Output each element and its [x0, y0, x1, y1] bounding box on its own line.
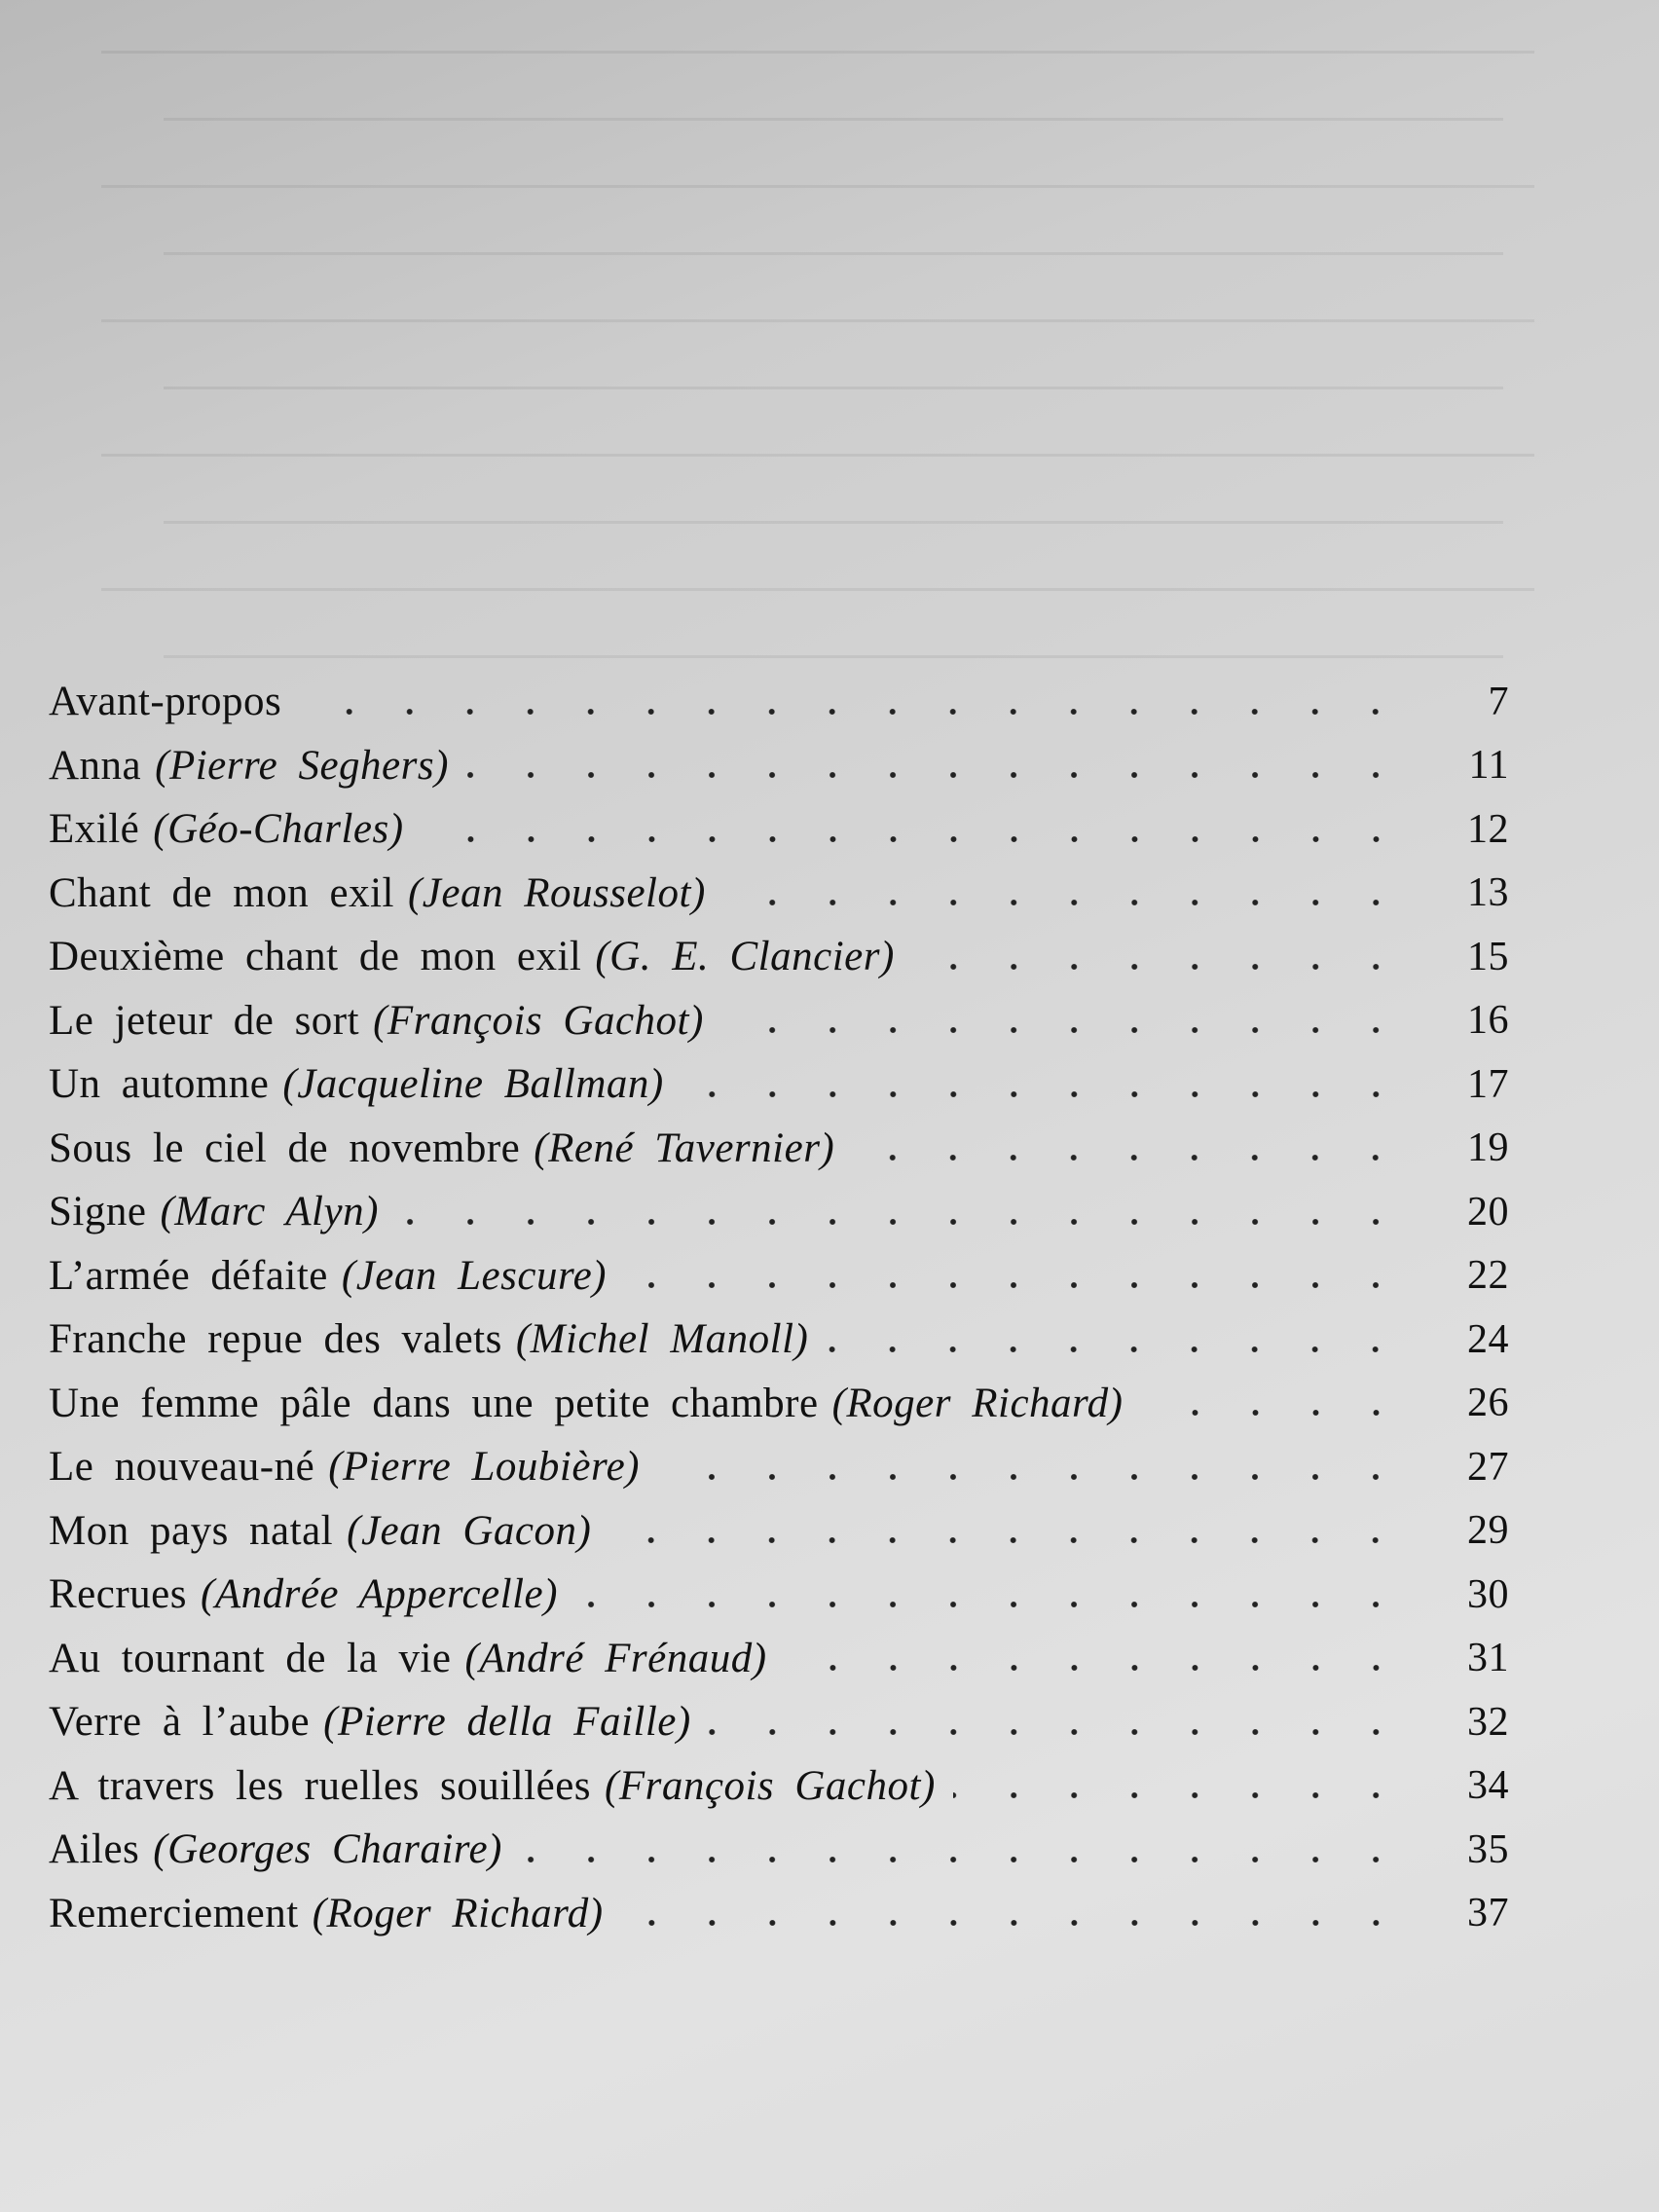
toc-entry-title: Au tournant de la vie: [49, 1635, 452, 1681]
dot-leader: [575, 1600, 1406, 1609]
toc-entry-author: (Géo-Charles): [153, 806, 404, 853]
toc-entry-title: Ailes: [49, 1826, 140, 1873]
toc-entry-title: Une femme pâle dans une petite chambre: [49, 1380, 819, 1426]
dot-leader: [621, 1918, 1406, 1928]
toc-entry-title: Sous le ciel de novembre: [49, 1124, 521, 1171]
toc-entry-text: [49, 1382, 1124, 1424]
toc-entry-author: (André Frénaud): [464, 1635, 767, 1681]
toc-entry[interactable]: [49, 1435, 1509, 1499]
toc-entry-title: L’armée défaite: [49, 1252, 328, 1299]
toc-entry-title: Exilé: [49, 806, 140, 853]
dot-leader: [466, 770, 1406, 780]
toc-entry-title: Verre à l’aube: [49, 1699, 311, 1746]
toc-entry-text: [49, 1252, 607, 1299]
toc-entry-page: 31: [1467, 1636, 1509, 1681]
toc-entry-page: 34: [1467, 1763, 1509, 1809]
toc-entry-author: (Georges Charaire): [153, 1826, 502, 1873]
toc-entry-text: [49, 679, 282, 725]
dot-leader: [785, 1663, 1406, 1673]
toc-entry-author: (Pierre Seghers): [155, 742, 449, 789]
toc-entry-text: [49, 742, 449, 789]
toc-entry-author: (Roger Richard): [831, 1380, 1124, 1426]
toc-entry-text: [49, 1571, 558, 1618]
toc-entry[interactable]: [49, 1308, 1509, 1372]
toc-entry-page: 15: [1467, 934, 1509, 979]
toc-entry[interactable]: [49, 797, 1509, 862]
toc-entry[interactable]: [49, 1754, 1509, 1819]
toc-entry-author: (G. E. Clancier): [595, 934, 895, 980]
toc-entry-page: 22: [1467, 1253, 1509, 1299]
toc-entry-page: 32: [1467, 1699, 1509, 1745]
toc-entry-title: Le nouveau-né: [49, 1444, 315, 1491]
toc-entry-page: 26: [1467, 1381, 1509, 1426]
toc-entry-title: Franche repue des valets: [49, 1316, 502, 1363]
dot-leader: [826, 1345, 1406, 1354]
toc-entry-title: Remerciement: [49, 1890, 299, 1936]
dot-leader: [721, 1025, 1406, 1035]
toc-entry[interactable]: [49, 670, 1509, 734]
toc-entry-text: [49, 1635, 767, 1681]
toc-entry-title: Chant de mon exil: [49, 869, 394, 916]
toc-entry-text: [49, 806, 404, 853]
toc-entry-page: 37: [1467, 1891, 1509, 1936]
dot-leader: [657, 1472, 1406, 1482]
toc-entry[interactable]: [49, 1372, 1509, 1436]
dot-leader: [953, 1790, 1406, 1800]
toc-entry-author: (François Gachot): [605, 1762, 936, 1809]
dot-leader: [608, 1535, 1406, 1545]
toc-entry[interactable]: [49, 734, 1509, 798]
toc-entry-text: [49, 1699, 691, 1746]
show-through-texture: [39, 0, 1597, 682]
toc-entry[interactable]: [49, 1244, 1509, 1309]
toc-entry[interactable]: [49, 1818, 1509, 1882]
toc-entry[interactable]: [49, 1180, 1509, 1244]
dot-leader: [396, 1217, 1406, 1227]
toc-entry-author: (René Tavernier): [534, 1124, 835, 1171]
toc-entry-page: 29: [1467, 1508, 1509, 1554]
toc-entry[interactable]: [49, 1052, 1509, 1117]
toc-entry-title: Mon pays natal: [49, 1507, 334, 1554]
toc-entry-page: 17: [1467, 1061, 1509, 1107]
toc-entry-text: [49, 1061, 664, 1108]
toc-entry[interactable]: [49, 1117, 1509, 1181]
toc-entry-author: (Jean Gacon): [347, 1507, 592, 1554]
toc-entry-text: [49, 869, 706, 916]
toc-entry-text: [49, 997, 704, 1044]
toc-entry-page: 27: [1467, 1444, 1509, 1490]
toc-entry-author: (Michel Manoll): [515, 1316, 809, 1363]
toc-entry-page: 19: [1467, 1125, 1509, 1171]
toc-entry-title: Recrues: [49, 1571, 187, 1618]
toc-entry[interactable]: [49, 862, 1509, 926]
toc-entry-page: 13: [1467, 870, 1509, 916]
toc-entry-text: [49, 1444, 641, 1491]
toc-entry[interactable]: [49, 1882, 1509, 1946]
dot-leader: [682, 1089, 1406, 1099]
dot-leader: [520, 1855, 1406, 1864]
toc-entry[interactable]: [49, 1563, 1509, 1627]
toc-entry-author: (Jacqueline Ballman): [282, 1061, 664, 1108]
toc-entry-author: (Andrée Appercelle): [201, 1571, 558, 1618]
toc-entry-text: [49, 1316, 809, 1363]
toc-entry-page: 16: [1467, 998, 1509, 1044]
toc-entry-author: (Jean Lescure): [341, 1252, 607, 1299]
toc-entry-title: Anna: [49, 742, 142, 789]
toc-entry[interactable]: [49, 1690, 1509, 1754]
toc-entry-text: [49, 1507, 592, 1554]
toc-entry[interactable]: [49, 1627, 1509, 1691]
dot-leader: [422, 834, 1406, 844]
dot-leader: [1141, 1408, 1406, 1418]
toc-entry[interactable]: [49, 989, 1509, 1053]
toc-entry-page: 30: [1467, 1571, 1509, 1617]
toc-entry[interactable]: [49, 1499, 1509, 1564]
toc-entry-title: Signe: [49, 1189, 147, 1235]
dot-leader: [723, 898, 1406, 907]
toc-entry-author: (Pierre della Faille): [323, 1699, 691, 1746]
dot-leader: [852, 1153, 1406, 1162]
toc-entry-author: (François Gachot): [373, 997, 704, 1044]
toc-entry-text: [49, 1762, 936, 1809]
toc-entry-title: Deuxième chant de mon exil: [49, 934, 582, 980]
dot-leader: [624, 1280, 1406, 1290]
toc-entry[interactable]: [49, 925, 1509, 989]
dot-leader: [912, 962, 1406, 972]
toc-entry-author: (Jean Rousselot): [407, 869, 706, 916]
table-of-contents: [49, 670, 1509, 1945]
toc-entry-title: Avant-propos: [49, 679, 282, 725]
toc-entry-title: A travers les ruelles souillées: [49, 1762, 592, 1809]
toc-entry-text: [49, 1826, 502, 1873]
toc-entry-page: 35: [1467, 1826, 1509, 1872]
dot-leader: [299, 707, 1406, 717]
toc-entry-page: 20: [1467, 1189, 1509, 1235]
toc-entry-author: (Marc Alyn): [160, 1189, 379, 1235]
toc-entry-text: [49, 934, 895, 980]
toc-entry-text: [49, 1191, 379, 1233]
toc-entry-page: 12: [1467, 806, 1509, 852]
toc-entry-title: Un automne: [49, 1061, 270, 1108]
toc-entry-author: (Roger Richard): [312, 1890, 604, 1936]
toc-entry-page: 7: [1488, 679, 1509, 724]
toc-entry-text: [49, 1124, 835, 1171]
toc-entry-page: 11: [1468, 743, 1509, 789]
toc-entry-author: (Pierre Loubière): [328, 1444, 641, 1491]
toc-entry-text: [49, 1890, 604, 1936]
dot-leader: [709, 1727, 1406, 1737]
toc-entry-page: 24: [1467, 1316, 1509, 1362]
toc-entry-title: Le jeteur de sort: [49, 997, 360, 1044]
